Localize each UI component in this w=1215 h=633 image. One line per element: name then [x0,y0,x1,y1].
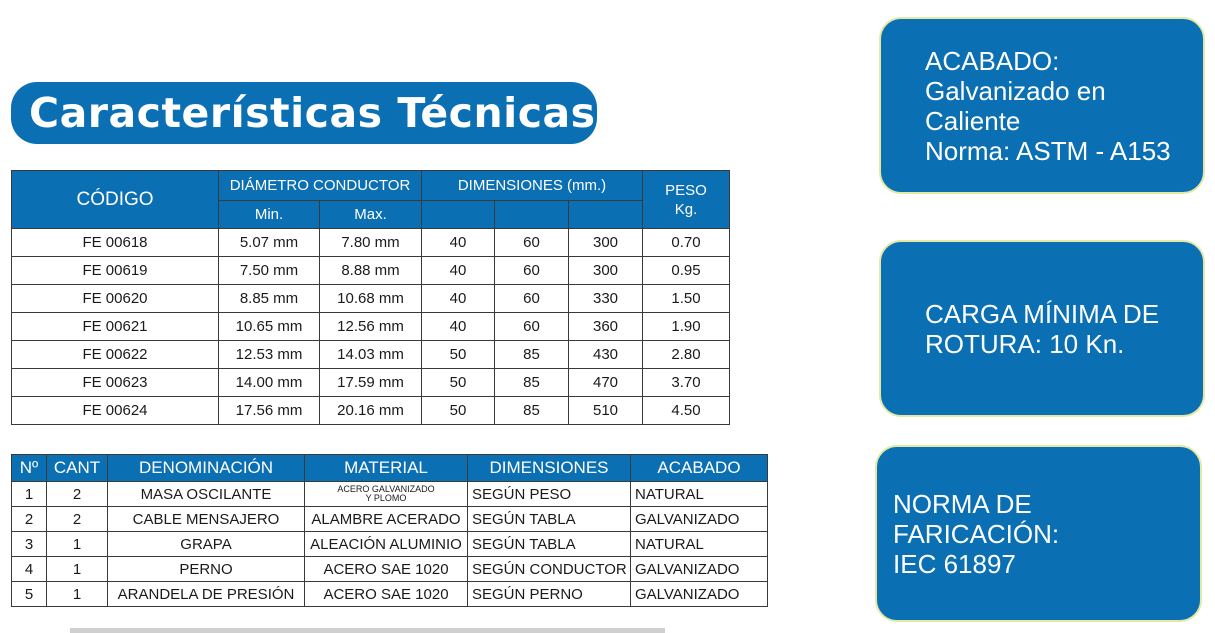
cell-code: FE 00619 [12,257,219,285]
table-row [12,285,730,313]
col-min-header: Min. [219,201,320,229]
cell-name: CABLE MENSAJERO [108,507,305,532]
cell-name: MASA OSCILANTE [108,482,305,507]
cell-qty: 2 [47,507,108,532]
cell-d3: 360 [569,313,643,341]
cell-qty: 1 [47,557,108,582]
col-dim2-header [495,201,569,229]
col-code-header: CÓDIGO [12,171,219,229]
col-weight-header: PESO Kg. [643,171,730,229]
col-finish-header: ACABADO [631,455,768,482]
cell-code: FE 00622 [12,341,219,369]
cell-weight: 0.95 [643,257,730,285]
cell-d1: 40 [422,313,495,341]
col-qty-header: CANT [47,455,108,482]
cell-n: 2 [12,507,47,532]
cell-d1: 40 [422,285,495,313]
cell-finish: GALVANIZADO [631,557,768,582]
cell-d3: 470 [569,369,643,397]
cell-name: PERNO [108,557,305,582]
cell-d1: 50 [422,397,495,425]
cell-d2: 60 [495,257,569,285]
cell-d3: 330 [569,285,643,313]
standard-info-text: NORMA DE FARICACIÓN: IEC 61897 [893,488,1060,579]
cell-max: 8.88 mm [320,257,422,285]
table-row [12,369,730,397]
cell-finish: NATURAL [631,482,768,507]
finish-info-text: ACABADO: Galvanizado en Caliente Norma: ASTM - A153 [925,45,1171,166]
cell-weight: 3.70 [643,369,730,397]
cell-weight: 0.70 [643,229,730,257]
col-number-header: Nº [12,455,47,482]
table-row [12,257,730,285]
parts-table [11,454,768,607]
cell-d1: 40 [422,257,495,285]
col-dim3-header [569,201,643,229]
cell-dimensions: SEGÚN PERNO [468,582,631,607]
finish-info-box [879,17,1205,194]
cell-n: 5 [12,582,47,607]
cell-code: FE 00624 [12,397,219,425]
cell-code: FE 00618 [12,229,219,257]
cell-weight: 2.80 [643,341,730,369]
specs-table [11,170,730,425]
cell-n: 3 [12,532,47,557]
cell-min: 17.56 mm [219,397,320,425]
col-material-header: MATERIAL [305,455,468,482]
cell-qty: 1 [47,582,108,607]
cell-dimensions: SEGÚN CONDUCTOR [468,557,631,582]
cell-n: 4 [12,557,47,582]
standard-info-box [875,445,1202,622]
table-row [12,341,730,369]
cell-qty: 2 [47,482,108,507]
cell-material: ALEACIÓN ALUMINIO [305,532,468,557]
table-row [12,582,768,607]
cell-d2: 60 [495,313,569,341]
cell-min: 14.00 mm [219,369,320,397]
cell-n: 1 [12,482,47,507]
cell-finish: NATURAL [631,532,768,557]
cell-material: ACERO SAE 1020 [305,557,468,582]
cell-max: 14.03 mm [320,341,422,369]
cell-d3: 430 [569,341,643,369]
cell-weight: 1.90 [643,313,730,341]
col-diameter-header: DIÁMETRO CONDUCTOR [219,171,422,201]
load-info-text: CARGA MÍNIMA DE ROTURA: 10 Kn. [925,298,1160,359]
cell-min: 12.53 mm [219,341,320,369]
cell-max: 7.80 mm [320,229,422,257]
load-info-box [879,240,1205,417]
cell-d3: 300 [569,229,643,257]
cell-min: 7.50 mm [219,257,320,285]
cell-dimensions: SEGÚN PESO [468,482,631,507]
page-title: Características Técnicas [11,82,597,144]
table-row [12,557,768,582]
col-dimensions-header: DIMENSIONES (mm.) [422,171,643,201]
cell-material: ACERO GALVANIZADO Y PLOMO [305,482,468,507]
cell-name: ARANDELA DE PRESIÓN [108,582,305,607]
cell-d2: 85 [495,341,569,369]
table-row [12,482,768,507]
cell-weight: 1.50 [643,285,730,313]
col-max-header: Max. [320,201,422,229]
cell-max: 10.68 mm [320,285,422,313]
cell-d2: 60 [495,285,569,313]
cell-weight: 4.50 [643,397,730,425]
table-row [12,313,730,341]
cell-d2: 85 [495,397,569,425]
table-row [12,507,768,532]
cell-qty: 1 [47,532,108,557]
col-dim1-header [422,201,495,229]
cell-name: GRAPA [108,532,305,557]
table-row [12,229,730,257]
cell-material: ACERO SAE 1020 [305,582,468,607]
cell-d1: 50 [422,369,495,397]
cell-min: 8.85 mm [219,285,320,313]
cell-d1: 50 [422,341,495,369]
cell-min: 5.07 mm [219,229,320,257]
cell-dimensions: SEGÚN TABLA [468,532,631,557]
cell-d1: 40 [422,229,495,257]
cell-material: ALAMBRE ACERADO [305,507,468,532]
cell-finish: GALVANIZADO [631,507,768,532]
col-name-header: DENOMINACIÓN [108,455,305,482]
cell-d2: 85 [495,369,569,397]
cell-dimensions: SEGÚN TABLA [468,507,631,532]
cell-max: 17.59 mm [320,369,422,397]
cell-d3: 510 [569,397,643,425]
cell-code: FE 00620 [12,285,219,313]
horizontal-scrollbar[interactable] [70,628,665,633]
cell-code: FE 00621 [12,313,219,341]
col-dimensions-header: DIMENSIONES [468,455,631,482]
cell-d2: 60 [495,229,569,257]
cell-max: 12.56 mm [320,313,422,341]
cell-finish: GALVANIZADO [631,582,768,607]
cell-d3: 300 [569,257,643,285]
table-row [12,397,730,425]
cell-code: FE 00623 [12,369,219,397]
cell-max: 20.16 mm [320,397,422,425]
table-row [12,532,768,557]
cell-min: 10.65 mm [219,313,320,341]
